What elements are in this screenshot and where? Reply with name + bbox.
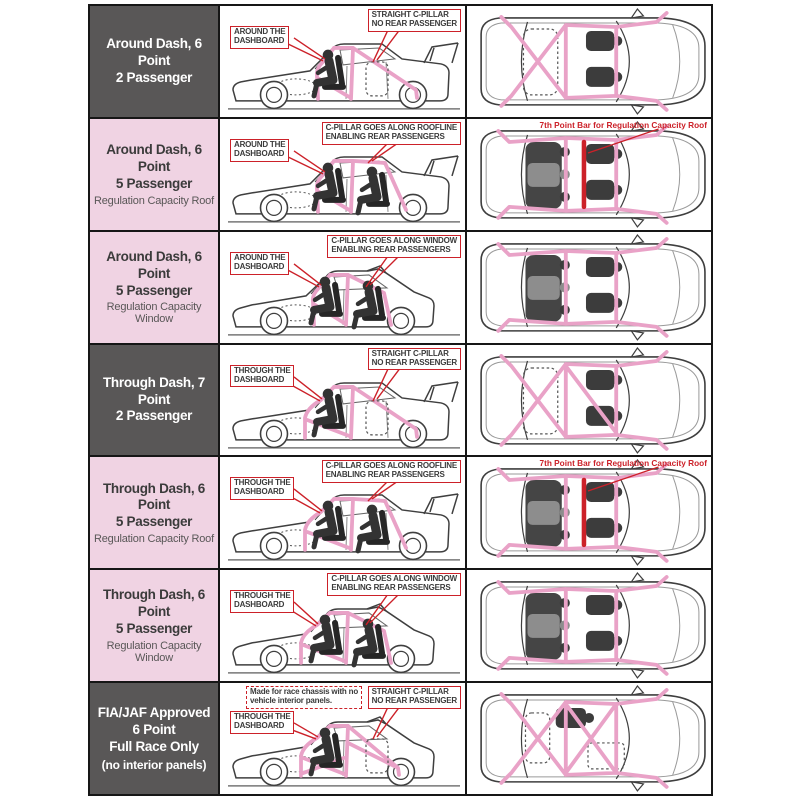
top-view-panel [467,6,711,117]
config-label-line: 2 Passenger [115,69,193,85]
cpillar-callout-line: NO REAR PASSENGER [371,357,457,367]
row-through-dash-6pt-5pass-roof [90,457,711,570]
cpillar-callout-line: NO REAR PASSENGER [371,696,457,706]
race-note-line: vehicle interior panels. [250,696,332,706]
cpillar-callout-line: C-PILLAR GOES ALONG ROOFLINE [325,461,457,471]
cpillar-callout-line: STRAIGHT C-PILLAR [371,348,449,358]
cpillar-callout-line: C-PILLAR GOES ALONG ROOFLINE [325,122,457,132]
config-label [90,119,220,230]
car-top-view [467,683,711,794]
dashboard-callout-line: THROUGH THE [234,591,291,601]
cpillar-callout-line: C-PILLAR GOES ALONG WINDOW [331,574,457,584]
rollcage-comparison-chart [88,4,713,796]
dashboard-callout-line: THROUGH THE [234,712,291,722]
config-label-subtext: Regulation Capacity Window [106,301,202,326]
config-label-subtext: Regulation Capacity Window [106,640,202,665]
cpillar-callout-line: NO REAR PASSENGER [371,18,457,28]
dashboard-callout [230,252,289,275]
dashboard-callout-line: AROUND THE [234,139,286,149]
config-label-line: Around Dash, 6 Point [106,141,202,174]
car-top-view [467,345,711,456]
dashboard-callout [230,139,289,162]
top-view-panel [467,119,711,230]
red-note-text: 7th Point Bar for Regulation Capacity Roof [539,120,707,130]
dashboard-callout-line: THROUGH THE [234,478,291,488]
dashboard-callout-line: DASHBOARD [234,374,285,384]
dashboard-callout-line: DASHBOARD [234,600,285,610]
row-around-dash-6pt-5pass-window [90,232,711,345]
config-label-line: 5 Passenger [115,621,193,637]
cpillar-callout-line: ENABLING REAR PASSENGERS [325,131,445,141]
dashboard-callout [230,711,294,734]
config-label [90,457,220,568]
car-top-view [467,457,711,568]
cpillar-callout [322,122,461,145]
dashboard-callout [230,365,294,388]
row-through-dash-6pt-5pass-window [90,570,711,683]
row-through-dash-7pt-2pass [90,345,711,458]
car-top-view [467,6,711,117]
config-label-line: Full Race Only [109,739,199,755]
side-view-panel [220,345,467,456]
dashboard-callout-line: AROUND THE [234,252,286,262]
cpillar-callout [327,573,461,596]
side-view-panel [220,119,467,230]
cpillar-callout [368,348,461,371]
top-view-panel [467,232,711,343]
config-label-line: Through Dash, 7 Point [102,374,205,407]
top-view-panel [467,345,711,456]
cpillar-callout-line: ENABLING REAR PASSENGERS [325,470,445,480]
cpillar-callout [327,235,461,258]
red-note-text: 7th Point Bar for Regulation Capacity Roof [539,459,707,469]
race-note-line: Made for race chassis with no [250,687,359,697]
side-view-panel [220,457,467,568]
config-label-subtext: Regulation Capacity Roof [94,533,214,546]
config-label-line: 5 Passenger [115,282,193,298]
dashboard-callout-line: THROUGH THE [234,365,291,375]
side-view-panel [220,232,467,343]
config-label-line: 5 Passenger [115,514,193,530]
config-label-subtext: Regulation Capacity Roof [94,194,214,207]
cpillar-callout-line: C-PILLAR GOES ALONG WINDOW [331,235,457,245]
top-view-panel [467,683,711,794]
side-view-panel [220,6,467,117]
row-around-dash-6pt-2pass [90,6,711,119]
config-label-line: 5 Passenger [115,175,193,191]
dashboard-callout-line: DASHBOARD [234,35,285,45]
config-label-line: Around Dash, 6 Point [106,248,202,281]
row-fia-jaf-6pt-full-race [90,683,711,794]
config-label-line: 2 Passenger [115,408,193,424]
top-view-panel [467,570,711,681]
cpillar-callout [368,9,461,32]
config-label-line: Through Dash, 6 Point [102,480,205,513]
dashboard-callout-line: DASHBOARD [234,487,285,497]
config-label [90,570,220,681]
cpillar-callout-line: ENABLING REAR PASSENGERS [331,583,451,593]
cpillar-callout [322,460,461,483]
cpillar-callout-line: STRAIGHT C-PILLAR [371,687,449,697]
dashboard-callout [230,590,294,613]
cpillar-callout-line: ENABLING REAR PASSENGERS [331,244,451,254]
dashboard-callout [230,477,294,500]
side-view-panel [220,683,467,794]
config-label [90,6,220,117]
config-label [90,232,220,343]
config-label-line: 6 Point [132,722,176,738]
cpillar-callout [368,686,461,709]
car-top-view [467,232,711,343]
config-label-subtext: (no interior panels) [101,757,207,772]
config-label-line: Around Dash, 6 Point [106,36,202,68]
config-label-line: FIA/JAF Approved [97,705,211,721]
car-top-view [467,570,711,681]
dashboard-callout-line: AROUND THE [234,27,286,36]
dashboard-callout-line: DASHBOARD [234,721,285,731]
dashboard-callout [230,26,289,49]
side-view-panel [220,570,467,681]
cpillar-callout-line: STRAIGHT C-PILLAR [371,10,449,19]
config-label-line: Through Dash, 6 Point [102,587,205,620]
top-view-panel [467,457,711,568]
race-note-callout [246,686,362,709]
config-label [90,345,220,456]
dashboard-callout-line: DASHBOARD [234,148,285,158]
car-top-view [467,119,711,230]
config-label [90,683,220,794]
dashboard-callout-line: DASHBOARD [234,261,285,271]
row-around-dash-6pt-5pass-roof [90,119,711,232]
